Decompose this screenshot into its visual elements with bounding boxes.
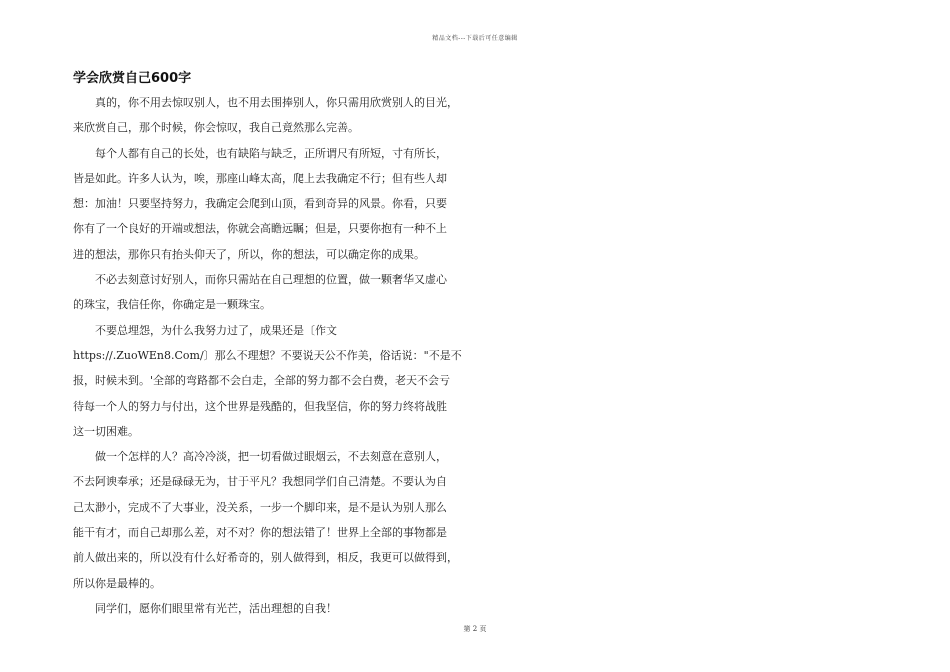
page-number: 第 2 页 [463, 625, 487, 633]
text-line: 你有了一个良好的开端或想法，你就会高瞻远瞩；但是，只要你抱有一种不上 [73, 222, 447, 236]
text-line: 皆是如此。许多人认为，唉，那座山峰太高，爬上去我确定不行；但有些人却 [73, 171, 447, 185]
document-title: 学会欣赏自己600字 [73, 71, 192, 86]
text-line: 前人做出来的，所以没有什么好希奇的，别人做得到，相反，我更可以做得到， [73, 551, 458, 565]
text-line: 所以你是最棒的。 [73, 576, 161, 590]
page-header: 精品文档---下载后可任意编辑 [432, 35, 518, 42]
text-line: 的珠宝，我信任你，你确定是一颗珠宝。 [73, 298, 271, 312]
text-line: 做一个怎样的人？高冷冷淡，把一切看做过眼烟云，不去刻意在意别人， [95, 450, 447, 464]
text-line: 来欣赏自己，那个时候，你会惊叹，我自己竟然那么完善。 [73, 121, 359, 135]
text-line: https://.ZuoWEn8.Com/〕那么不理想？不要说天公不作美，俗话说："不是不 [73, 348, 462, 362]
text-line: 不必去刻意讨好别人，而你只需站在自己理想的位置，做一颗奢华又虚心 [95, 273, 447, 287]
document-body [73, 90, 468, 621]
text-line: 能干有才，而自己却那么差，对不对？你的想法错了！世界上全部的事物都是 [73, 526, 447, 540]
text-line: 真的，你不用去惊叹别人，也不用去围捧别人，你只需用欣赏别人的目光， [95, 96, 458, 109]
text-line: 这一切困难。 [73, 424, 139, 438]
text-line: 报，时候未到。'全部的弯路都不会白走，全部的努力都不会白费，老天不会亏 [73, 374, 451, 388]
text-line: 不要总埋怨，为什么我努力过了，成果还是〔作文 [95, 323, 337, 337]
text-line: 待每一个人的努力与付出，这个世界是残酷的，但我坚信，你的努力终将战胜 [73, 399, 447, 413]
text-line: 每个人都有自己的长处，也有缺陷与缺乏，正所谓尺有所短，寸有所长， [95, 146, 447, 160]
text-line: 进的想法，那你只有抬头仰天了，所以，你的想法，可以确定你的成果。 [73, 247, 425, 261]
text-line: 同学们，愿你们眼里常有光芒，活出理想的自我！ [95, 601, 337, 615]
text-line: 想：加油！只要坚持努力，我确定会爬到山顶，看到奇异的风景。你看，只要 [73, 197, 447, 211]
text-line: 己太渺小，完成不了大事业，没关系，一步一个脚印来，是不是认为别人那么 [73, 500, 447, 514]
text-line: 不去阿谀奉承；还是碌碌无为，甘于平凡？我想同学们自己清楚。不要认为自 [73, 475, 447, 489]
